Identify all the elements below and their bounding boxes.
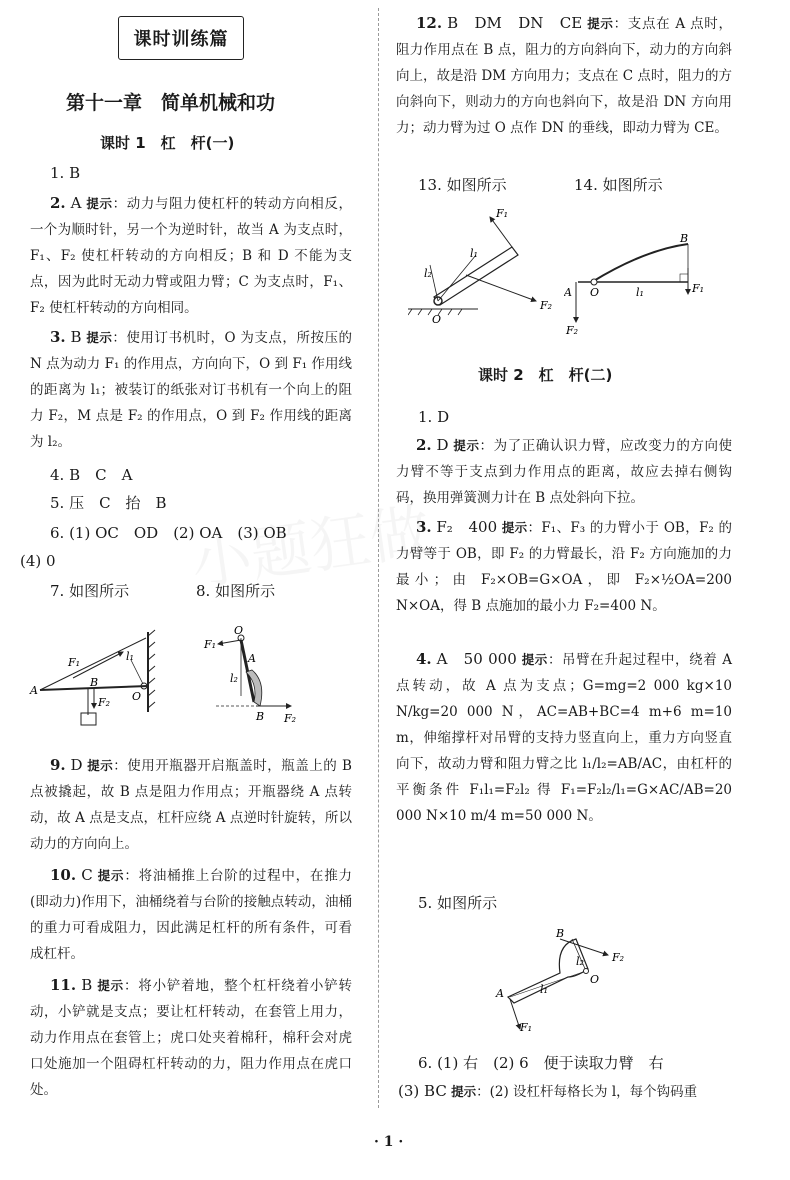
answer-1: 1. B bbox=[50, 164, 81, 182]
hint-label: 提示 bbox=[587, 16, 614, 31]
q-number: 3. bbox=[416, 518, 432, 536]
svg-text:O: O bbox=[590, 286, 600, 299]
svg-text:F₁: F₁ bbox=[520, 1021, 533, 1034]
hint-label: 提示 bbox=[501, 520, 528, 535]
q-number: 4. bbox=[416, 650, 432, 668]
figure-14-lever-diagram bbox=[564, 232, 714, 342]
q-number: 9. bbox=[50, 756, 66, 774]
q-answer: D bbox=[436, 436, 449, 454]
hint-label: 提示 bbox=[86, 196, 113, 211]
svg-text:l₁: l₁ bbox=[540, 983, 548, 996]
section-banner: 课时训练篇 bbox=[118, 16, 244, 60]
figure-8-lever-diagram bbox=[196, 622, 306, 730]
q-answer: F₂ 400 bbox=[436, 518, 498, 536]
hint-text: ：(2) 设杠杆每格长为 l，每个钩码重 bbox=[476, 1084, 698, 1100]
svg-text:F₁: F₁ bbox=[68, 656, 81, 669]
answer-4: 4. B C A bbox=[50, 466, 133, 484]
q-number: 2. bbox=[416, 436, 432, 454]
svg-text:B: B bbox=[680, 232, 689, 245]
svg-text:O: O bbox=[590, 973, 600, 986]
svg-text:F₂: F₂ bbox=[566, 324, 579, 337]
svg-text:F₁: F₁ bbox=[204, 638, 217, 651]
answer-3 bbox=[30, 324, 352, 455]
hint-text: ：将油桶推上台阶的过程中，在推力(即动力)作用下，油桶绕着与台阶的接触点转动，油桶的重力可看成阻力，因此满足杠杆的所有条件，可看成杠杆。 bbox=[30, 868, 352, 962]
svg-text:F₁: F₁ bbox=[692, 282, 705, 295]
answer-9 bbox=[30, 752, 352, 857]
svg-text:A: A bbox=[564, 286, 572, 299]
answer-13: 13. 如图所示 bbox=[418, 176, 507, 194]
answer-8: 8. 如图所示 bbox=[196, 582, 276, 600]
answer-7: 7. 如图所示 bbox=[50, 582, 130, 600]
answer-2 bbox=[30, 190, 352, 321]
column-divider bbox=[378, 8, 379, 1108]
q-answer: A bbox=[70, 194, 82, 212]
q-answer: A 50 000 bbox=[436, 650, 517, 668]
hint-text: ：将小铲着地，整个杠杆绕着小铲转动，小铲就是支点；要让杠杆转动，在套管上用力，动力作用点在套管上；虎口处夹着棉秆，棉秆会对虎口处施加一个阻碍杠杆转动的力，阻力作用点在虎口处。 bbox=[30, 978, 353, 1098]
svg-text:F₂: F₂ bbox=[612, 951, 625, 964]
hint-text: ：动力与阻力使杠杆的转动方向相反，一个为顺时针，另一个为逆时针，故当 A 为支点时，F₁、F₂ 使杠杆转动的方向相反；B 和 D 不能为支点，因为此时无动力臂或阻力臂；C 为支点时，F₁、F₂ 使杠杆转动的方向相同。 bbox=[30, 196, 353, 316]
q-number: 12. bbox=[416, 14, 443, 32]
hint-text: ：支点在 A 点时，阻力作用点在 B 点，阻力的方向斜向下，动力的方向斜向上，故是沿 DM 方向用力；支点在 C 点时，阻力的方向斜向下，则动力的方向也斜向下，故是沿 DN 方向用力；动力臂为过 O 点作 DN 的垂线，即动力臂为 CE。 bbox=[396, 16, 732, 136]
q-answer: D bbox=[70, 756, 83, 774]
q-answer: B DM DN CE bbox=[447, 14, 583, 32]
answer-6: 6. (1) OC OD (2) OA (3) OB bbox=[50, 524, 287, 542]
hint-text: ：使用订书机时，O 为支点，所按压的 N 点为动力 F₁ 的作用点，方向向下，O 到 F₁ 作用线的距离为 l₁；被装订的纸张对订书机有一个向上的阻力 F₂，M 点是 F₂ 的作用点，O 到 F₂ 作用线的距离为 l₂。 bbox=[30, 330, 352, 450]
lesson2-answer-6-cont bbox=[398, 1078, 734, 1105]
q-answer: B bbox=[81, 976, 93, 994]
svg-text:O: O bbox=[132, 690, 142, 703]
hint-label: 提示 bbox=[86, 330, 113, 345]
answer-10 bbox=[30, 862, 352, 967]
chapter-title: 第十一章 简单机械和功 bbox=[66, 92, 276, 114]
hint-label: 提示 bbox=[521, 652, 548, 667]
svg-text:l₁: l₁ bbox=[470, 247, 478, 260]
q-number: 2. bbox=[50, 194, 66, 212]
svg-text:F₂: F₂ bbox=[98, 696, 111, 709]
q-answer: C bbox=[81, 866, 93, 884]
svg-text:F₁: F₁ bbox=[496, 207, 509, 220]
svg-text:l₂: l₂ bbox=[576, 955, 584, 968]
q-number: 10. bbox=[50, 866, 77, 884]
svg-text:l₂: l₂ bbox=[424, 267, 432, 280]
hint-text: ：F₁、F₃ 的力臂小于 OB，F₂ 的力臂等于 OB，即 F₂ 的力臂最长，沿 F₂ 方向施加的力最小；由 F₂×OB=G×OA，即 F₂×½OA=200 N×OA，得 B 点施加的最小力 F₂=400 N。 bbox=[396, 520, 733, 614]
lesson2-answer-6: 6. (1) 右 (2) 6 便于读取力臂 右 bbox=[418, 1054, 664, 1072]
lesson2-answer-5: 5. 如图所示 bbox=[418, 894, 498, 912]
svg-text:A: A bbox=[496, 987, 504, 1000]
svg-text:F₂: F₂ bbox=[540, 299, 553, 312]
answer-14: 14. 如图所示 bbox=[574, 176, 663, 194]
answer-12 bbox=[396, 10, 732, 141]
figure-lesson2-5-diagram bbox=[490, 925, 640, 1035]
hint-label: 提示 bbox=[453, 438, 480, 453]
lesson2-answer-1: 1. D bbox=[418, 408, 450, 426]
hint-text: ：为了正确认识力臂，应改变力的方向使力臂不等于支点到力作用点的距离，故应去掉右侧钩码，换用弹簧测力计在 B 点处斜向下拉。 bbox=[396, 438, 733, 506]
hint-text: ：使用开瓶器开启瓶盖时，瓶盖上的 B 点被撬起，故 B 点是阻力作用点；开瓶器绕 A 点转动，故 A 点是支点，杠杆应绕 A 点逆时针旋转，所以动力的方向向上。 bbox=[30, 758, 352, 852]
svg-text:l₁: l₁ bbox=[126, 650, 134, 663]
figure-13-lever-diagram bbox=[408, 205, 558, 330]
svg-text:B: B bbox=[256, 710, 265, 723]
answer-5: 5. 压 C 抬 B bbox=[50, 494, 167, 512]
svg-text:F₂: F₂ bbox=[284, 712, 297, 725]
svg-text:B: B bbox=[90, 676, 99, 689]
svg-text:O: O bbox=[234, 624, 244, 637]
q-number: 3. bbox=[50, 328, 66, 346]
svg-text:l₁: l₁ bbox=[636, 286, 644, 299]
lesson2-answer-3 bbox=[396, 514, 732, 619]
svg-text:A: A bbox=[30, 684, 38, 697]
hint-text: ：吊臂在升起过程中，绕着 A 点转动，故 A 点为支点；G=mg=2 000 kg×10 N/kg=20 000 N，AC=AB+BC=4 m+6 m=10 m，伸缩撑杆对吊臂的支持力竖直向上，重力方向竖直向下，故动力臂和阻力臂之比 l₁/l₂=AB/AC，由杠杆的平衡条件 F₁l₁=F₂l₂ 得 F₁=F₂l₂/l₁=G×AC/AB=20 000 N×10 m/4 m=50 000 N。 bbox=[396, 652, 733, 824]
svg-text:l₂: l₂ bbox=[230, 672, 238, 685]
q-answer: (3) BC bbox=[398, 1082, 447, 1100]
answer-11 bbox=[30, 972, 352, 1103]
lesson2-answer-2 bbox=[396, 432, 732, 511]
svg-text:O: O bbox=[432, 313, 442, 326]
page-number: · 1 · bbox=[374, 1134, 404, 1150]
svg-text:A: A bbox=[248, 652, 256, 665]
hint-label: 提示 bbox=[97, 978, 124, 993]
hint-label: 提示 bbox=[87, 758, 114, 773]
lesson2-answer-4 bbox=[396, 646, 732, 829]
figure-7-lever-diagram bbox=[28, 620, 163, 730]
answer-6-cont: (4) 0 bbox=[20, 552, 56, 570]
hint-label: 提示 bbox=[451, 1084, 477, 1099]
q-number: 11. bbox=[50, 976, 77, 994]
lesson-2-title: 课时 2 杠 杆(二) bbox=[478, 366, 613, 384]
svg-text:B: B bbox=[556, 927, 565, 940]
hint-label: 提示 bbox=[97, 868, 125, 883]
q-answer: B bbox=[70, 328, 82, 346]
lesson-1-title: 课时 1 杠 杆(一) bbox=[100, 134, 235, 152]
